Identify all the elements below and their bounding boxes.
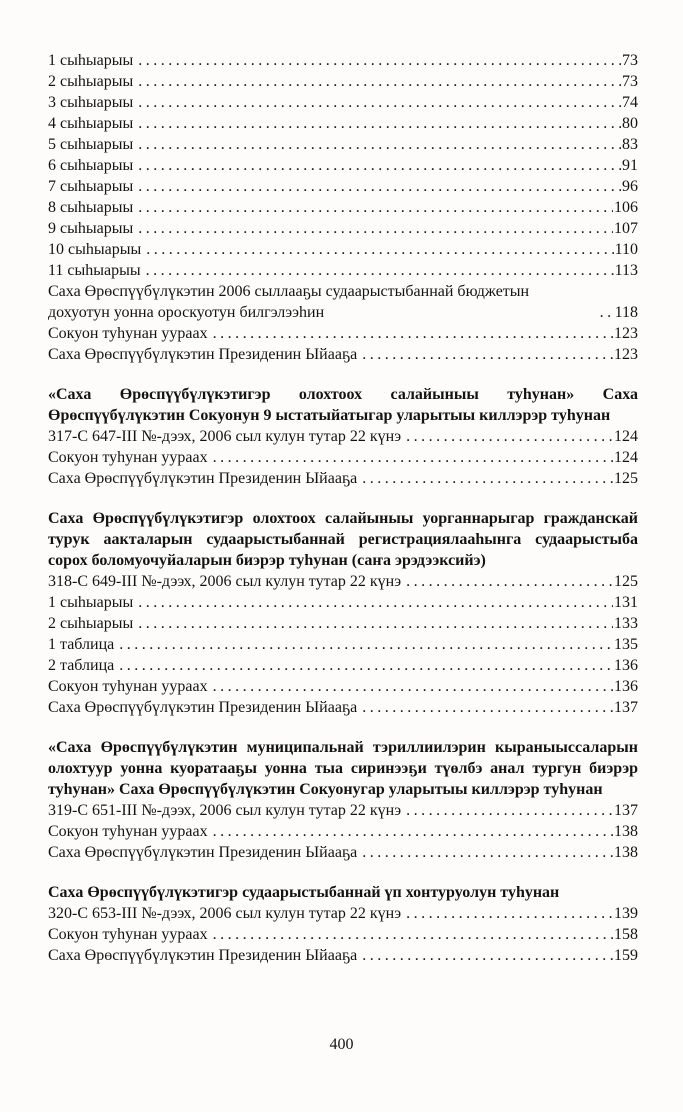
toc-leader-dots <box>138 113 621 134</box>
toc-entry <box>48 903 638 924</box>
toc-entry <box>48 197 638 218</box>
toc-entry-label: Сокуон туһунан уураах <box>48 678 208 695</box>
toc-leader-dots <box>138 218 613 239</box>
toc-entry <box>48 71 638 92</box>
toc-section <box>48 50 638 365</box>
toc-entry <box>48 155 638 176</box>
toc-entry-pagenum: 137 <box>614 802 638 819</box>
toc-entry <box>48 344 638 365</box>
toc-entry-label: 10 сыһыарыы <box>48 241 142 258</box>
toc-entry-label: 11 сыһыарыы <box>48 262 141 279</box>
toc-entry-pagenum: 107 <box>614 220 638 237</box>
toc-entry <box>48 800 638 821</box>
toc-entry <box>48 634 638 655</box>
toc-leader-dots <box>138 50 621 71</box>
page-number: 400 <box>329 1036 354 1053</box>
toc-leader-dots <box>119 655 613 676</box>
toc-entry <box>48 134 638 155</box>
toc-entry <box>48 571 638 592</box>
toc-entry-pagenum: 136 <box>614 678 638 695</box>
toc-leader-dots <box>138 71 621 92</box>
toc-entry <box>48 842 638 863</box>
toc-entry-label: Саха Өрөспүүбүлүкэтин Президенин Ыйааҕа <box>48 346 358 363</box>
toc-entry-pagenum: 139 <box>614 905 638 922</box>
toc-entry-label: Саха Өрөспүүбүлүкэтин Президенин Ыйааҕа <box>48 844 358 861</box>
toc-entry-label: 317-С 647-III №-дээх, 2006 сыл кулун тутар 22 күнэ <box>48 428 402 445</box>
toc-leader-dots <box>362 344 613 365</box>
toc-section <box>48 737 638 863</box>
toc-entry-pagenum: 106 <box>614 199 638 216</box>
toc-entry-pagenum: 91 <box>622 157 638 174</box>
toc-entry-label: Саха Өрөспүүбүлүкэтин 2006 сыллааҕы судаарыстыбаннай бюджетын дохуотун уонна ороскуотун билгэлээһин <box>48 283 530 321</box>
toc-entry <box>48 468 638 489</box>
toc-leader-dots <box>406 903 613 924</box>
toc-entry <box>48 426 638 447</box>
toc-entry-pagenum: 73 <box>622 52 638 69</box>
toc-entry-pagenum: 80 <box>622 115 638 132</box>
toc-entry-pagenum: 137 <box>614 699 638 716</box>
toc-entry-label: 8 сыһыарыы <box>48 199 134 216</box>
toc-entry-label: Сокуон туһунан уураах <box>48 926 208 943</box>
toc-leader-dots <box>406 426 613 447</box>
toc-entry <box>48 945 638 966</box>
toc-entry-pagenum: 123 <box>614 346 638 363</box>
toc-leader-dots <box>213 924 613 945</box>
toc-entry-label: 318-С 649-III №-дээх, 2006 сыл кулун тутар 22 күнэ <box>48 573 402 590</box>
toc-leader-dots <box>362 468 613 489</box>
toc-entry <box>48 281 638 323</box>
toc-entry <box>48 924 638 945</box>
toc-leader-dots <box>138 134 621 155</box>
toc-section <box>48 882 638 966</box>
toc-leader-dots <box>213 323 613 344</box>
toc-leader-dots <box>213 447 613 468</box>
toc-leader-dots <box>146 260 614 281</box>
toc-entry <box>48 821 638 842</box>
toc-entry <box>48 697 638 718</box>
toc-entry <box>48 176 638 197</box>
toc-leader-dots <box>406 800 613 821</box>
toc-entry-pagenum: 135 <box>614 636 638 653</box>
toc-entry-label: 2 сыһыарыы <box>48 73 134 90</box>
toc-entry-label: Саха Өрөспүүбүлүкэтин Президенин Ыйааҕа <box>48 699 358 716</box>
toc-leader-dots <box>362 842 613 863</box>
toc-entry <box>48 260 638 281</box>
toc-leader-dots <box>119 634 613 655</box>
toc-leader-dots <box>406 571 613 592</box>
toc-entry-pagenum: 133 <box>614 615 638 632</box>
toc-entry-label: 2 таблица <box>48 657 115 674</box>
toc-entry-label: 6 сыһыарыы <box>48 157 134 174</box>
toc-leader-dots <box>213 676 613 697</box>
toc-entry <box>48 655 638 676</box>
toc-entry-label: 3 сыһыарыы <box>48 94 134 111</box>
toc-entry <box>48 613 638 634</box>
toc-entry <box>48 50 638 71</box>
toc-entry-pagenum: 83 <box>622 136 638 153</box>
section-heading: Саха Өрөспүүбүлүкэтигэр олохтоох салайыныы уорганнарыгар гражданскай турук аакталарын судаарыстыбаннай регистрациялааһынга судаарыстыба сорох боломуочуйаларын биэрэр туһунан (саҥа эрэдээксийэ) <box>48 510 638 569</box>
toc-entry-label: Сокуон туһунан уураах <box>48 823 208 840</box>
toc-leader-dots <box>600 302 614 323</box>
toc-entry-pagenum: 74 <box>622 94 638 111</box>
toc-entry-pagenum: 125 <box>614 470 638 487</box>
toc-entry <box>48 323 638 344</box>
toc-leader-dots <box>138 613 613 634</box>
toc-entry-label: 2 сыһыарыы <box>48 615 134 632</box>
toc-entry-label: Сокуон туһунан уураах <box>48 449 208 466</box>
toc-leader-dots <box>138 197 613 218</box>
toc-entry-label: 7 сыһыарыы <box>48 178 134 195</box>
toc-entry-pagenum: 73 <box>622 73 638 90</box>
toc-entry-label: Саха Өрөспүүбүлүкэтин Президенин Ыйааҕа <box>48 470 358 487</box>
toc-section <box>48 508 638 718</box>
toc-entry-pagenum: 158 <box>614 926 638 943</box>
toc-entry-label: 4 сыһыарыы <box>48 115 134 132</box>
toc-entry-pagenum: 138 <box>614 844 638 861</box>
section-heading: «Саха Өрөспүүбүлүкэтигэр олохтоох салайыныы туһунан» Саха Өрөспүүбүлүкэтин Сокуонун 9 ыстатыйатыгар уларытыы киллэрэр туһунан <box>48 386 638 424</box>
toc-leader-dots <box>138 176 621 197</box>
toc-entry-label: Саха Өрөспүүбүлүкэтин Президенин Ыйааҕа <box>48 947 358 964</box>
toc-content <box>48 50 638 966</box>
toc-entry-label: 1 сыһыарыы <box>48 52 134 69</box>
toc-entry-label: 9 сыһыарыы <box>48 220 134 237</box>
section-heading: «Саха Өрөспүүбүлүкэтин муниципальнай тэриллиилэрин кыраныыссаларын олохтуур уонна куоратааҕы уонна тыа сиринээҕи түөлбэ анал тургун биэрэр туһунан» Саха Өрөспүүбүлүкэтин Сокуонугар уларытыы киллэрэр туһунан <box>48 739 638 798</box>
toc-entry-pagenum: 110 <box>614 241 638 258</box>
toc-entry-label: 320-С 653-III №-дээх, 2006 сыл кулун тутар 22 күнэ <box>48 905 402 922</box>
toc-leader-dots <box>213 821 613 842</box>
toc-entry-pagenum: 131 <box>614 594 638 611</box>
toc-leader-dots <box>146 239 613 260</box>
toc-entry <box>48 113 638 134</box>
toc-entry-pagenum: 124 <box>614 449 638 466</box>
toc-entry-label: Сокуон туһунан уураах <box>48 325 208 342</box>
toc-entry-pagenum: 138 <box>614 823 638 840</box>
toc-entry <box>48 592 638 613</box>
toc-entry-label: 5 сыһыарыы <box>48 136 134 153</box>
toc-entry-label: 1 сыһыарыы <box>48 594 134 611</box>
toc-leader-dots <box>362 945 613 966</box>
toc-leader-dots <box>138 592 613 613</box>
toc-entry <box>48 239 638 260</box>
toc-entry-pagenum: 113 <box>614 262 638 279</box>
toc-leader-dots <box>138 155 621 176</box>
toc-leader-dots <box>362 697 613 718</box>
toc-section <box>48 384 638 489</box>
toc-entry-pagenum: 124 <box>614 428 638 445</box>
toc-entry <box>48 447 638 468</box>
toc-leader-dots <box>138 92 621 113</box>
toc-entry-pagenum: 118 <box>614 304 638 321</box>
section-heading: Саха Өрөспүүбүлүкэтигэр судаарыстыбаннай үп хонтуруолун туһунан <box>48 884 560 901</box>
toc-entry-pagenum: 125 <box>614 573 638 590</box>
toc-entry <box>48 92 638 113</box>
toc-entry-pagenum: 96 <box>622 178 638 195</box>
toc-entry <box>48 218 638 239</box>
toc-entry-label: 319-С 651-III №-дээх, 2006 сыл кулун тутар 22 күнэ <box>48 802 402 819</box>
toc-entry-pagenum: 123 <box>614 325 638 342</box>
toc-entry <box>48 676 638 697</box>
toc-entry-label: 1 таблица <box>48 636 115 653</box>
toc-entry-pagenum: 136 <box>614 657 638 674</box>
toc-entry-pagenum: 159 <box>614 947 638 964</box>
